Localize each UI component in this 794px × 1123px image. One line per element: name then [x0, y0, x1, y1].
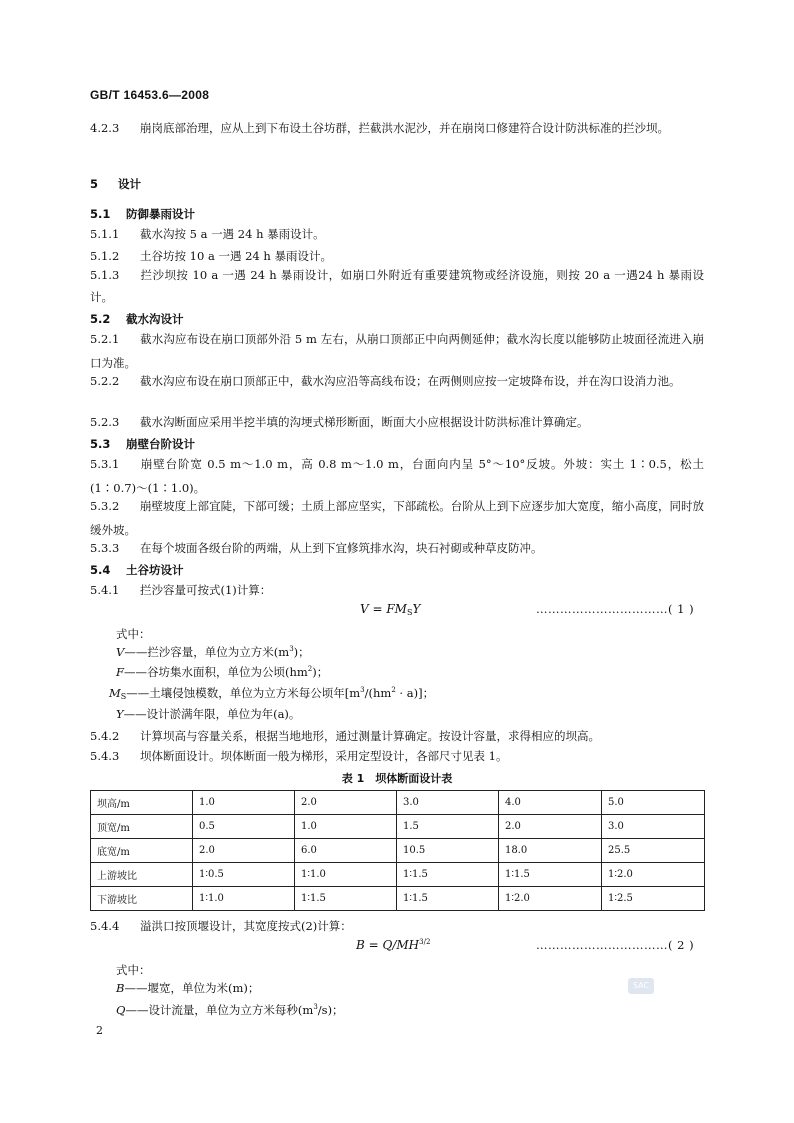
def-tail: )；: [312, 665, 329, 679]
def-tail: )；: [293, 645, 310, 659]
def-desc: ——堰宽，单位为米(m)；: [124, 981, 260, 995]
clause-text: 截水沟断面应采用半挖半填的沟埂式梯形断面，断面大小应根据设计防洪标准计算确定。: [140, 415, 589, 429]
table-cell: 6.0: [295, 839, 397, 863]
def-desc: ——谷坊集水面积，单位为公顷(hm: [123, 665, 308, 679]
eq-lhs: V: [360, 602, 369, 616]
clause-text: 坝体断面设计。坝体断面一般为梯形，采用定型设计，各部尺寸见表 1。: [140, 749, 508, 763]
eq-rhs-a: FM: [386, 602, 407, 616]
table-cell: 1∶1.5: [397, 863, 499, 887]
section-5-1-heading: [90, 206, 195, 222]
sac-watermark-logo: SAC: [628, 978, 654, 994]
definition-q: [116, 1002, 344, 1018]
table-cell: 1∶2.0: [602, 863, 705, 887]
section-5-heading: [90, 176, 141, 192]
eq-subscript: S: [406, 608, 413, 617]
table-row: [91, 863, 705, 887]
row-header: 底宽/m: [91, 839, 193, 863]
table-cell: 1∶1.0: [295, 863, 397, 887]
paragraph-5-3-2: [90, 494, 704, 542]
where-label-1: 式中：: [116, 627, 151, 641]
table-cell: 4.0: [499, 791, 602, 815]
eq-equals: =: [364, 938, 383, 952]
paragraph-5-2-3: [90, 410, 704, 434]
clause-number: 5.2.3: [90, 415, 120, 429]
paragraph-5-4-3: [90, 744, 704, 768]
row-header: 顶宽/m: [91, 815, 193, 839]
section-title: 防御暴雨设计: [126, 207, 195, 221]
table-cell: 1∶2.5: [602, 887, 705, 911]
table-cell: 18.0: [499, 839, 602, 863]
table-cell: 10.5: [397, 839, 499, 863]
eq-equals: =: [368, 602, 387, 616]
table-cell: 1∶1.5: [397, 887, 499, 911]
def-sub: S: [120, 692, 127, 701]
row-header: 坝高/m: [91, 791, 193, 815]
clause-text: 拦沙坝按 10 a 一遇 24 h 暴雨设计，如崩口外附近有重要建筑物或经济设施，则按 20 a 一遇24 h 暴雨设计。: [90, 268, 704, 304]
section-5-4-heading: [90, 562, 184, 578]
def-sup: 3: [360, 686, 365, 694]
def-sup: 3: [313, 1003, 318, 1011]
definition-v: [116, 644, 310, 660]
eq-rhs-b: Y: [412, 602, 421, 616]
def-symbol: Q: [116, 1003, 126, 1017]
paragraph-5-2-1: [90, 327, 704, 375]
clause-text: 拦沙容量可按式(1)计算：: [140, 583, 272, 597]
row-header: 下游坡比: [91, 887, 193, 911]
dam-section-table: [90, 790, 705, 911]
leader-dots: ……………………………: [536, 602, 668, 616]
paragraph-5-4-1: [90, 578, 704, 602]
paragraph-5-3-1: [90, 452, 704, 500]
equation-label: ( 2 ): [668, 938, 695, 952]
clause-number: 5.1.1: [90, 227, 120, 241]
eq-rhs: Q/MH: [382, 938, 420, 952]
clause-text: 崩岗底部治理，应从上到下布设土谷坊群，拦截洪水泥沙，并在崩岗口修建符合设计防洪标准的拦沙坝。: [140, 121, 669, 135]
table-cell: 1∶1.5: [295, 887, 397, 911]
clause-number: 5.4.2: [90, 729, 120, 743]
table-cell: 0.5: [193, 815, 295, 839]
def-symbol: V: [116, 645, 125, 659]
table-cell: 1∶0.5: [193, 863, 295, 887]
def-tail: · a)]；: [395, 686, 435, 700]
row-header: 上游坡比: [91, 863, 193, 887]
def-desc: ——拦沙容量，单位为立方米(m: [124, 645, 290, 659]
definition-b: [116, 980, 259, 996]
standard-number: GB/T 16453.6—2008: [90, 88, 210, 102]
clause-number: 5.4.3: [90, 749, 120, 763]
paragraph-5-1-1: [90, 222, 704, 246]
section-title: 截水沟设计: [126, 312, 184, 326]
def-tail: /s)；: [317, 1003, 344, 1017]
table-cell: 2.0: [499, 815, 602, 839]
table-cell: 2.0: [295, 791, 397, 815]
table-cell: 2.0: [193, 839, 295, 863]
section-title: 设计: [118, 177, 141, 191]
equation-1-leader: [536, 602, 694, 616]
table-row: [91, 791, 705, 815]
clause-number: 5.4.1: [90, 583, 120, 597]
clause-number: 5.2.1: [90, 332, 120, 346]
section-number: 5.4: [90, 563, 111, 577]
section-title: 崩壁台阶设计: [126, 437, 195, 451]
page-number: 2: [96, 1024, 103, 1037]
leader-dots: ……………………………: [536, 938, 668, 952]
def-mid: /(hm: [364, 686, 392, 700]
def-symbol: Y: [116, 707, 124, 721]
def-sup2: 2: [391, 686, 396, 694]
definition-f: [116, 664, 328, 680]
clause-text: 计算坝高与容量关系，根据当地地形，通过测量计算确定。按设计容量，求得相应的坝高。: [140, 729, 600, 743]
section-number: 5.1: [90, 207, 111, 221]
paragraph-5-4-4: [90, 914, 704, 938]
table-row: [91, 887, 705, 911]
def-sup: 3: [289, 645, 294, 653]
equation-label: ( 1 ): [668, 602, 695, 616]
clause-text: 土谷坊按 10 a 一遇 24 h 暴雨设计。: [140, 249, 332, 263]
section-5-2-heading: [90, 311, 184, 327]
clause-number: 5.3.2: [90, 499, 120, 513]
table-row: [91, 839, 705, 863]
table-cell: 1.0: [295, 815, 397, 839]
table-row: [91, 815, 705, 839]
section-number: 5.3: [90, 437, 111, 451]
equation-2: [356, 938, 430, 952]
def-symbol: B: [116, 981, 125, 995]
def-desc: ——土壤侵蚀模数，单位为立方米每公顷年[m: [126, 686, 361, 700]
eq-lhs: B: [356, 938, 365, 952]
section-title: 土谷坊设计: [126, 563, 184, 577]
clause-text: 截水沟按 5 a 一遇 24 h 暴雨设计。: [140, 227, 325, 241]
definition-ms: [109, 685, 434, 701]
table-cell: 1.5: [397, 815, 499, 839]
table-cell: 1∶2.0: [499, 887, 602, 911]
table-caption: 表 1 坝体断面设计表: [341, 772, 453, 785]
definition-y: [116, 706, 300, 722]
equation-2-leader: [536, 938, 694, 952]
clause-number: 5.4.4: [90, 919, 120, 933]
paragraph-5-3-3: [90, 536, 704, 560]
clause-text: 崩壁坡度上部宜陡，下部可缓；土质上部应坚实，下部疏松。台阶从上到下应逐步加大宽度，缩小高度，同时放缓外坡。: [90, 499, 704, 537]
paragraph-5-1-3: [90, 264, 704, 308]
equation-1: [360, 602, 420, 616]
paragraph-4-2-3: [90, 116, 704, 140]
table-cell: 1.0: [193, 791, 295, 815]
clause-number: 5.1.2: [90, 249, 120, 263]
table-cell: 25.5: [602, 839, 705, 863]
clause-number: 4.2.3: [90, 121, 120, 135]
eq-superscript: 3/2: [419, 938, 431, 946]
clause-text: 截水沟应布设在崩口顶部正中，截水沟应沿等高线布设；在两侧则应按一定坡降布设，并在沟口设消力池。: [140, 374, 681, 388]
def-symbol: F: [116, 665, 124, 679]
def-desc: ——设计流量，单位为立方米每秒(m: [125, 1003, 314, 1017]
clause-text: 崩壁台阶宽 0.5 m～1.0 m，高 0.8 m～1.0 m，台面向内呈 5°～10°反坡。外坡：实土 1∶0.5，松土(1∶0.7)～(1∶1.0)。: [90, 457, 704, 495]
clause-number: 5.1.3: [90, 268, 120, 282]
clause-text: 溢洪口按顶堰设计，其宽度按式(2)计算：: [140, 919, 352, 933]
def-symbol: M: [109, 686, 121, 700]
table-cell: 1∶1.0: [193, 887, 295, 911]
table-cell: 5.0: [602, 791, 705, 815]
paragraph-5-2-2: [90, 369, 704, 393]
clause-number: 5.3.1: [90, 457, 120, 471]
def-sup: 2: [307, 665, 313, 673]
table-cell: 3.0: [602, 815, 705, 839]
where-label-2: 式中：: [116, 963, 151, 977]
clause-number: 5.3.3: [90, 541, 120, 555]
table-cell: 3.0: [397, 791, 499, 815]
clause-text: 截水沟应布设在崩口顶部外沿 5 m 左右，从崩口顶部正中向两侧延伸；截水沟长度以能够防止坡面径流进入崩口为准。: [90, 332, 704, 370]
section-number: 5: [90, 177, 99, 191]
def-desc: ——设计淤满年限，单位为年(a)。: [123, 707, 301, 721]
clause-number: 5.2.2: [90, 374, 120, 388]
table-cell: 1∶1.5: [499, 863, 602, 887]
clause-text: 在每个坡面各级台阶的两端，从上到下宜修筑排水沟，块石衬砌或种草皮防冲。: [140, 541, 543, 555]
section-5-3-heading: [90, 436, 195, 452]
section-number: 5.2: [90, 312, 111, 326]
